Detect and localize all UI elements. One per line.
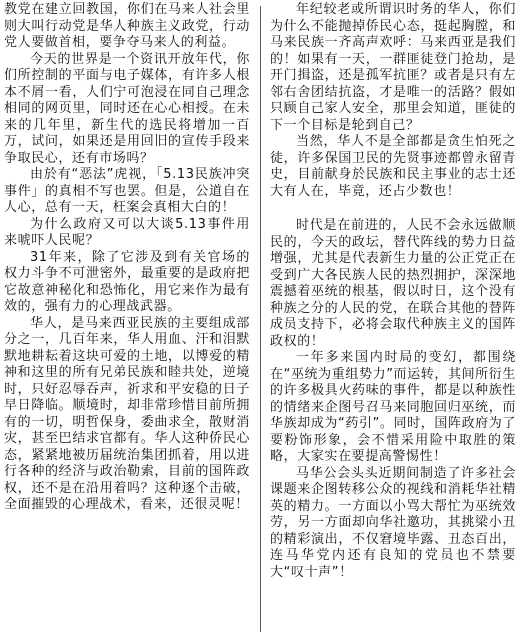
paragraph-chinese-community: 华人，是马来西亚民族的主要组成部分之一，几百年来，华人用血、汗和泪默默地耕耘着这块可爱的土地，以博爱的精神和这里的所有兄弟民族和睦共处，逆境时，只好忍辱吞声，祈求和平安稳的日子早日降临。顺境时，却非常珍惜目前所拥有的一切，明哲保身，委曲求全，散财消灾，甚至巴结求官都有。华人这种侨民心态，紧紧地被历届统治集团抓着，用以进行各种的经济与政治勒索，目前的国阵政权，还不是在沿用着吗？这种逐个击破，全面摧毁的心理战术，看来，还很灵呢！	[4, 315, 250, 512]
right-column	[270, 2, 516, 581]
paragraph-mca-leaders: 马华公会头头近期间制造了许多社会课题来企图转移公众的视线和消耗华社精英的精力。一方面以小骂大帮忙为巫统效劳，另一方面却向华社邀功，其挑梁小丑的精彩演出，不仅窘境毕露、丑态百出，连马华党内还有良知的党员也不禁要大“叹十声”！	[270, 465, 516, 580]
paragraph-not-all-cowards: 当然，华人不是全部都是贪生怕死之徒，许多保国卫民的先贤事迹都曾永留青史，目前献身於民族和民主事业的志士还大有人在，毕竟，还占少数也！	[270, 134, 516, 199]
paragraph-islamic-state: 教党在建立回教国，你们在马来人社会里则大叫行动党是华人种族主义政党，行动党人要做首相，要争夺马来人的利益。	[4, 2, 250, 50]
paragraph-31-years: 31年来，除了它涉及到有关官场的权力斗争不可泄密外，最重要的是政府把它故意神秘化和恐怖化，用它来作为最有效的，强有力的心理战武器。	[4, 249, 250, 314]
paragraph-older-generation: 年纪较老或所谓识时务的华人，你们为什么不能抛掉侨民心态，挺起胸膛，和马来民族一齐高声欢呼：马来西亚是我们的！如果有一天，一群匪徒登门抢劫，是开门揖盗，还是孤军抗匪？或者是只有左邻右舍团结抗盗，才是唯一的活路？假如只顾自己家人安全，那里会知道，匪徒的下一个目标是轮到自己？	[270, 2, 516, 133]
column-divider	[260, 6, 261, 632]
paragraph-times-progress: 时代是在前进的，人民不会永远做顺民的，今天的政坛，替代阵线的势力日益增强，尤其是代表新生力量的公正党正在受到广大各民族人民的热烈拥护，深深地震撼着巫统的根基，假以时日，这个没有种族之分的人民的党，在联合其他的替阵成员支持下，必将会取代种族主义的国阵政权的！	[270, 218, 516, 349]
paragraph-513-truth: 由於有“恶法”虎视，「5.13民族冲突事件」的真相不写也罢。但是，公道自在人心，总有一天，枉案会真相大白的！	[4, 167, 250, 215]
paragraph-information-age: 今天的世界是一个资讯开放年代，你们所控制的平面与电子媒体，有许多人根本不屑一看，人们宁可泡浸在同自己理念相同的网页里，同时还在心心相授。在未来的几年里，新生代的选民将增加一百万，试问，如果还是用回旧的宣传手段来争取民心，还有市场吗？	[4, 51, 250, 166]
left-column	[4, 2, 250, 514]
paragraph-political-changes: 一年多来国内时局的变幻，都围绕在“巫统为重组势力”而运转，其间所衍生的许多极具火药味的事件，都是以种族性的情绪来企图号召马来同胞回归巫统，而华族却成为“药引”。同时，国阵政府为了要粉饰形象，会不惜采用险中取胜的策略，大家实在要提高警惕性！	[270, 350, 516, 464]
paragraph-513-question: 为什么政府又可以大谈5.13事件用来唬吓人民呢？	[4, 216, 250, 248]
